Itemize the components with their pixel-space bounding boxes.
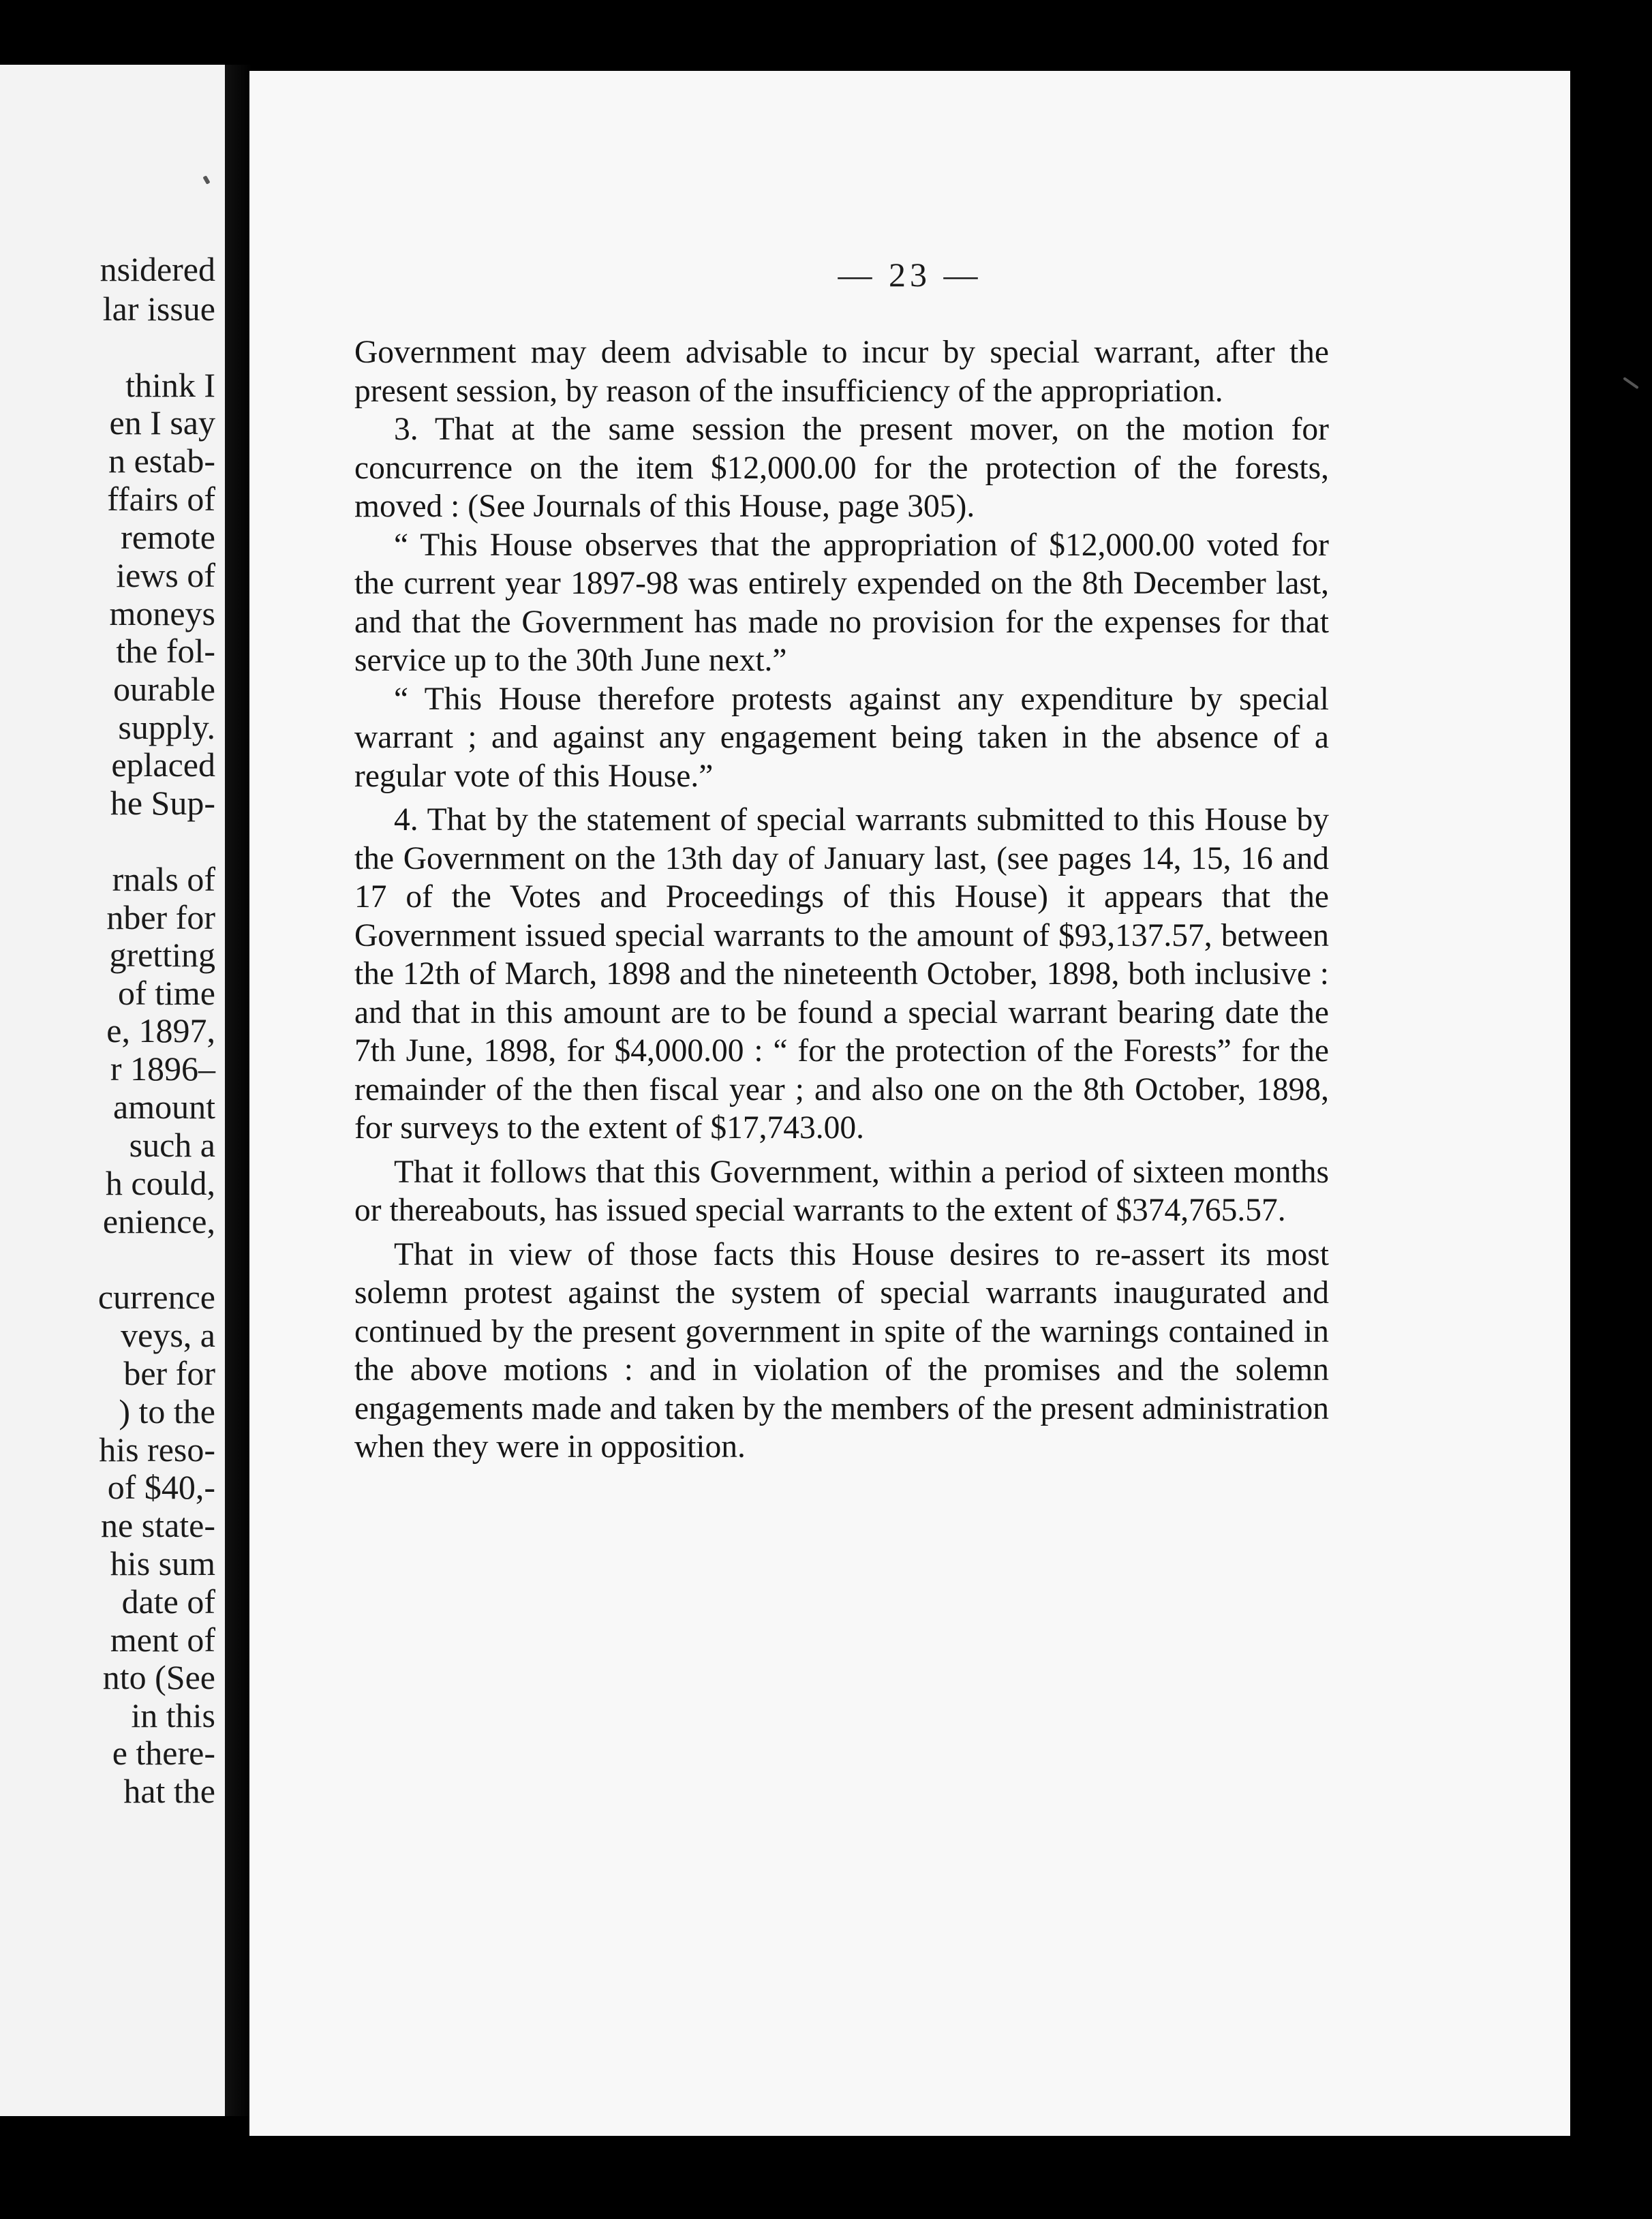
previous-page-line: moneys [109,594,215,632]
previous-page-line: his reso- [99,1430,215,1469]
previous-page-line: enience, [102,1202,215,1240]
previous-page-line: of $40,- [107,1468,215,1506]
previous-page-line: his sum [110,1544,215,1582]
previous-page-line: of time [117,974,215,1012]
previous-page-line: veys, a [121,1316,215,1354]
previous-page-line: e there- [112,1734,215,1772]
previous-page-line: gretting [109,936,215,974]
paragraph-follows: That it follows that this Government, within a period of sixteen months or thereabouts, has issued special warrants to the extent of $374,765.57. [354,1154,1329,1228]
previous-page-line: in this [131,1696,215,1734]
document-page [249,71,1570,2136]
previous-page-line: h could, [105,1164,215,1202]
previous-page-line: ) to the [119,1392,215,1430]
previous-page-line: hat the [123,1772,215,1810]
paragraph-quote-observes: “ This House observes that the appropriation of $12,000.00 voted for the current year 1897-98 was entirely expended on the 8th December last, and that the Government has made no provision for the expenses for that service up to the 30th June next.” [354,527,1329,678]
previous-page-line: remote [121,518,215,556]
previous-page-line: he Sup- [110,784,215,822]
previous-page-line: en I say [109,403,215,442]
paragraph-3: 3. That at the same session the present mover, on the motion for concurrence on the item $12,000.00 for the protection of the forests, moved : (See Journals of this House, page 305). [354,412,1329,524]
previous-page-line: r 1896– [110,1050,215,1088]
previous-page-line: lar issue [102,290,215,328]
previous-page-line: iews of [116,556,215,594]
previous-page-line: e, 1897, [106,1011,215,1050]
previous-page-line: date of [121,1582,215,1621]
previous-page-line: supply. [118,708,215,746]
paragraph-in-view: That in view of those facts this House desires to re-assert its most solemn protest against the system of special warrants inaugurated and continued by the present government in spite of the warnings contained in the above motions : and in violation of the promises and the solemn engagements made and taken by the members of the present administration when they were in opposition. [354,1236,1329,1465]
previous-page-line: nsidered [100,250,215,288]
previous-page-line: the fol- [116,632,215,670]
previous-page-line: rnals of [112,860,215,898]
previous-page-line: nber for [106,898,215,936]
previous-page-line: currence [97,1278,215,1316]
previous-page-line: amount [113,1088,215,1126]
previous-page-line: ourable [113,670,215,708]
page-number: — 23 — [838,256,982,294]
previous-page-line: ffairs of [107,480,215,518]
previous-page-line: nto (See [102,1658,215,1696]
paragraph-quote-protests: “ This House therefore protests against any expenditure by special warrant ; and against any engagement being taken in the absence of a regular vote of this House.” [354,681,1329,794]
previous-page-line: such a [129,1126,215,1164]
previous-page-line: eplaced [111,746,215,784]
previous-page-line: ne state- [101,1506,215,1544]
paragraph-4: 4. That by the statement of special warrants submitted to this House by the Government on the 13th day of January last, (see pages 14, 15, 16 and 17 of the Votes and Proceedings of this House) it appears that the Government issued special warrants to the amount of $93,137.57, between the 12th of March, 1898 and the nineteenth October, 1898, both inclusive : and that in this amount are to be found a special warrant bearing date the 7th June, 1898, for $4,000.00 : “ for the protection of the Forests” for the remainder of the then fiscal year ; and also one on the 8th October, 1898, for surveys to the extent of $17,743.00. [354,802,1329,1146]
previous-page-fragment [0,65,225,2116]
previous-page-line: think I [125,366,215,404]
previous-page-line: ber for [123,1354,215,1392]
body-text [354,333,1329,1467]
previous-page-line: ment of [110,1621,215,1659]
previous-page-line: n estab- [108,442,215,480]
page-gutter [225,65,252,2116]
scan-speck [1623,377,1639,389]
paragraph-continuation: Government may deem advisable to incur by special warrant, after the present session, by reason of the insufficiency of the appropriation. [354,335,1329,409]
